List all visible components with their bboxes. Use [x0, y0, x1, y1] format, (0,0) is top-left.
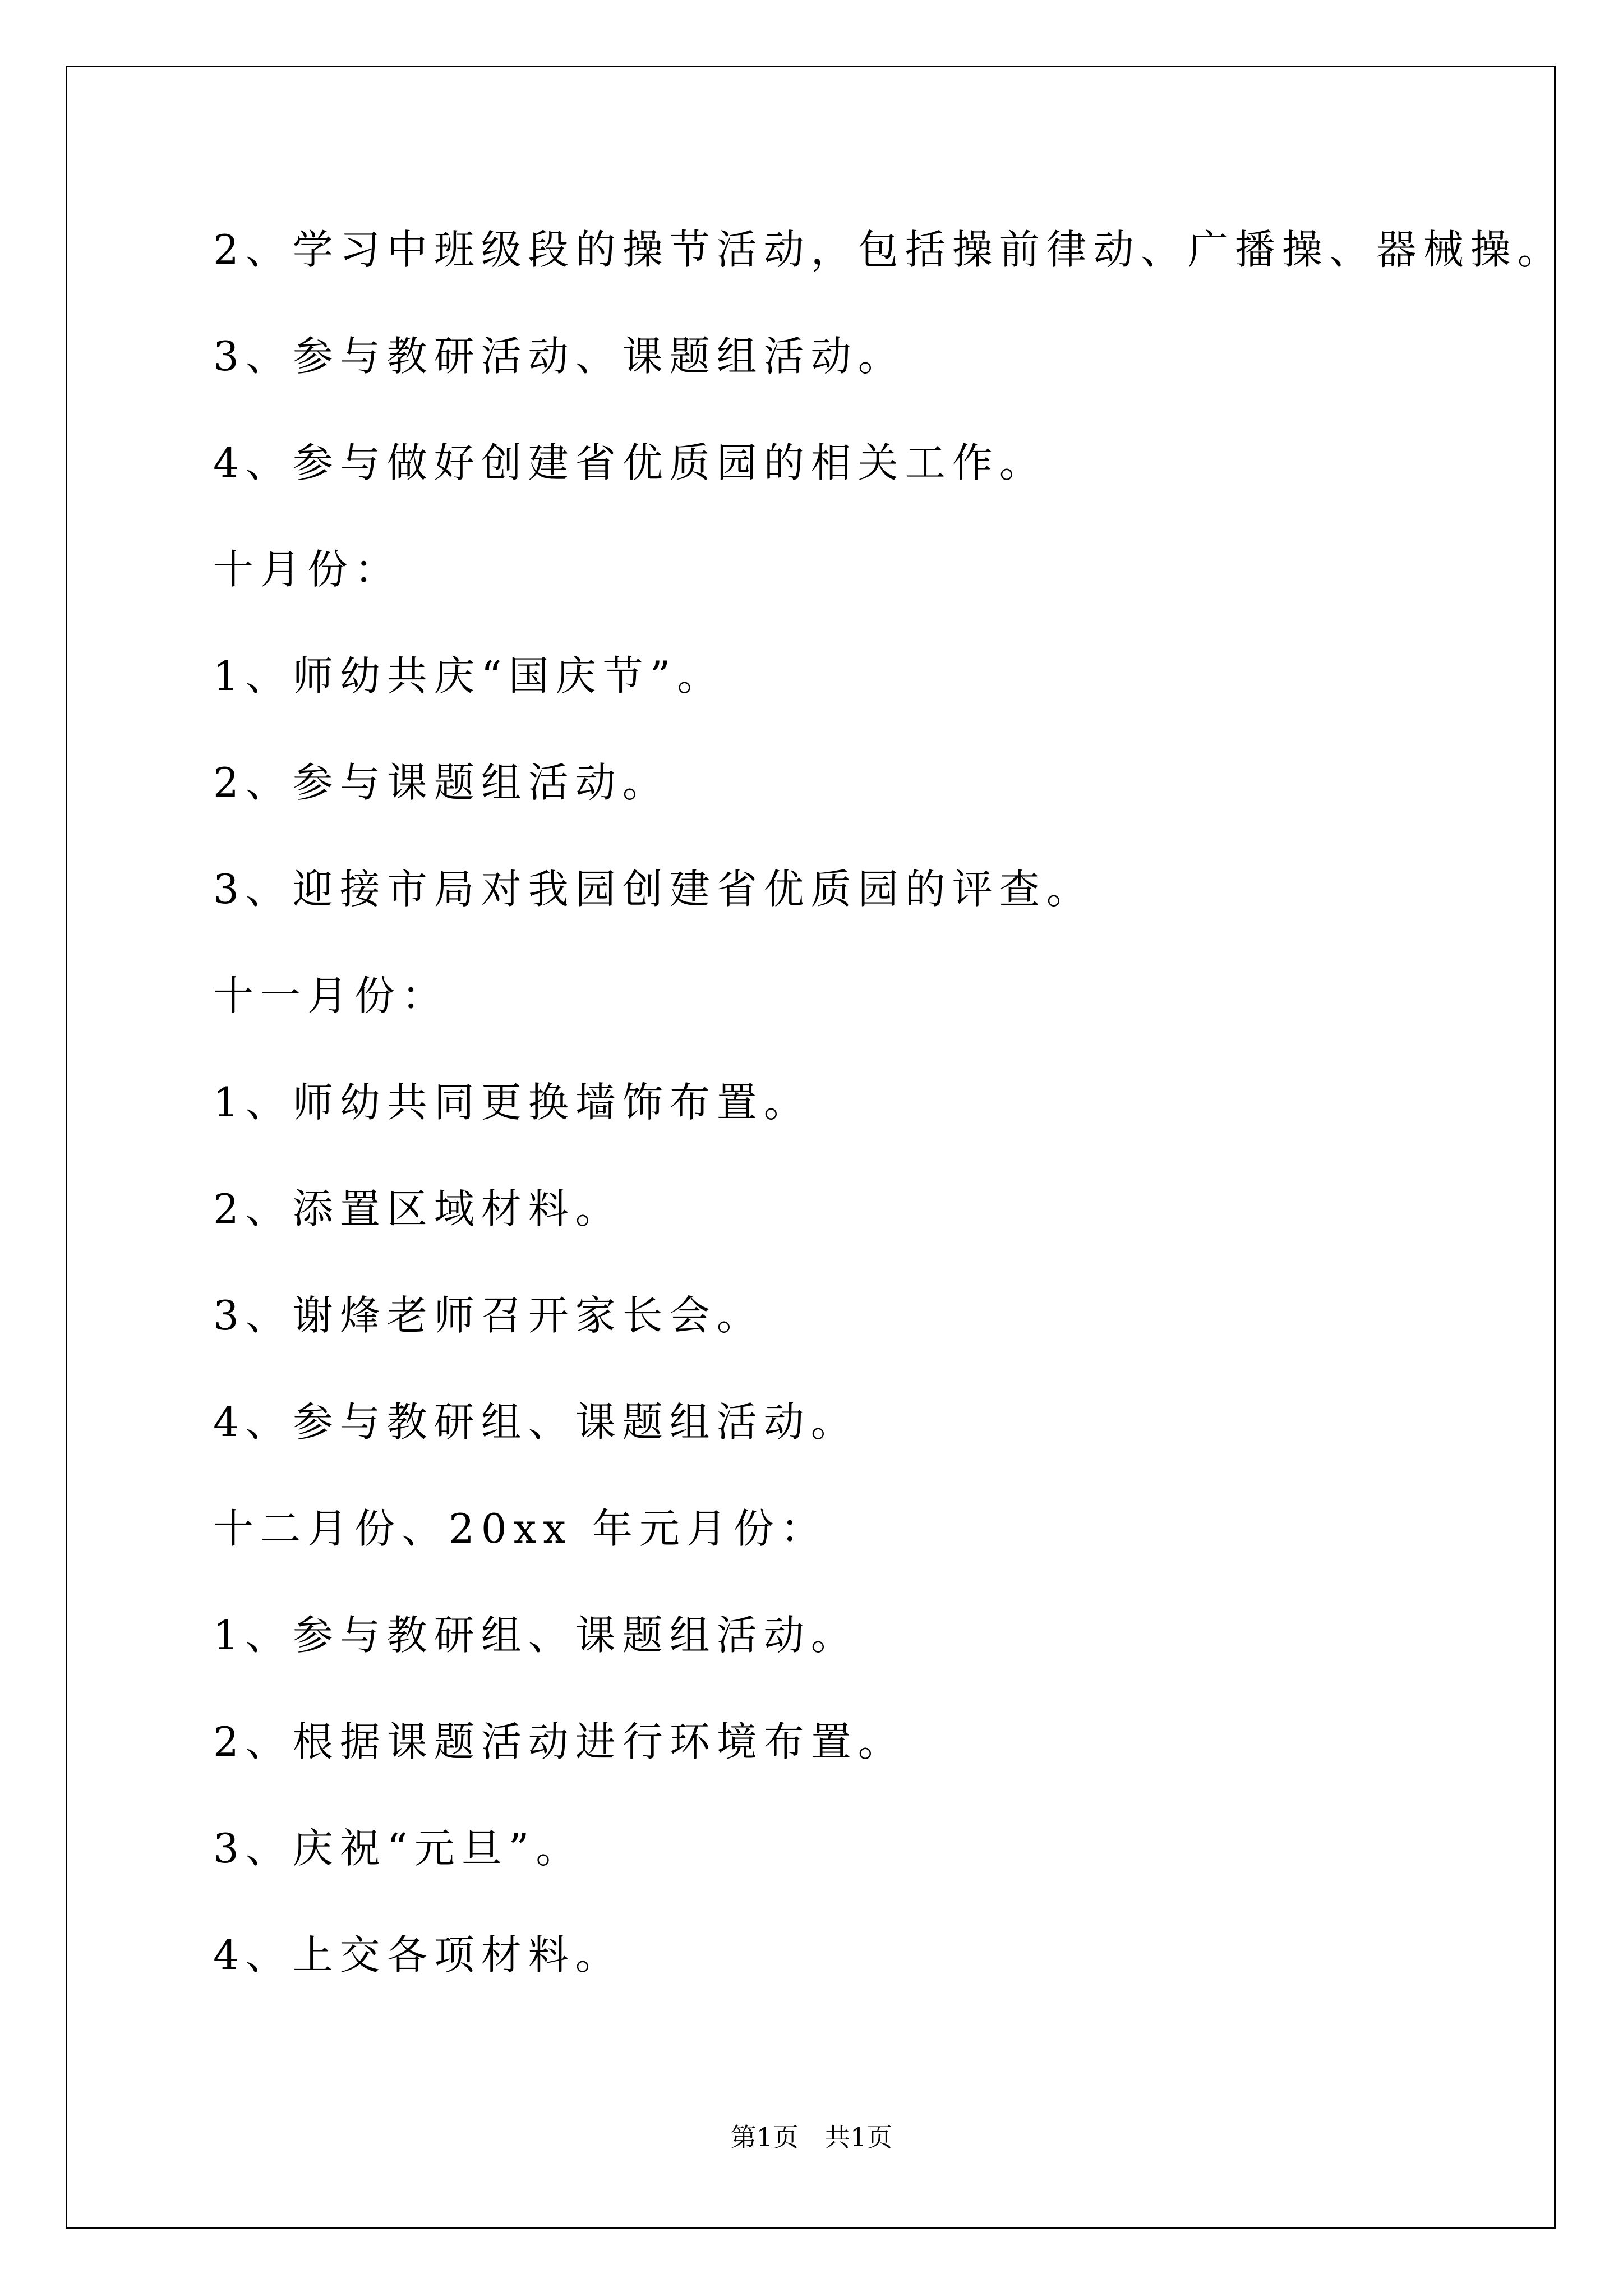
page-frame [66, 66, 1556, 2229]
section-heading: 十月份： [213, 546, 402, 593]
section-heading: 十一月份： [213, 972, 449, 1019]
text-line: 2、添置区域材料。 [213, 1185, 623, 1232]
page-number-footer: 第1页 共1页 [730, 2122, 893, 2152]
text-line: 1、师幼共同更换墙饰布置。 [213, 1079, 811, 1126]
section-heading: 十二月份、20xx 年元月份： [213, 1505, 828, 1552]
text-line: 2、根据课题活动进行环境布置。 [213, 1718, 905, 1765]
text-line: 2、参与课题组活动。 [213, 759, 670, 806]
text-line: 3、参与教研活动、课题组活动。 [213, 333, 905, 380]
text-line: 4、上交各项材料。 [213, 1931, 623, 1978]
text-line: 4、参与教研组、课题组活动。 [213, 1398, 858, 1446]
text-line: 3、迎接市局对我园创建省优质园的评查。 [213, 866, 1094, 913]
text-line: 1、参与教研组、课题组活动。 [213, 1612, 858, 1659]
text-line: 1、师幼共庆“国庆节”。 [213, 652, 725, 700]
text-line: 4、参与做好创建省优质园的相关工作。 [213, 439, 1046, 486]
text-line: 2、学习中班级段的操节活动，包括操前律动、广播操、器械操。 [213, 226, 1565, 273]
text-line: 3、庆祝“元旦”。 [213, 1825, 583, 1872]
text-line: 3、谢烽老师召开家长会。 [213, 1292, 764, 1339]
